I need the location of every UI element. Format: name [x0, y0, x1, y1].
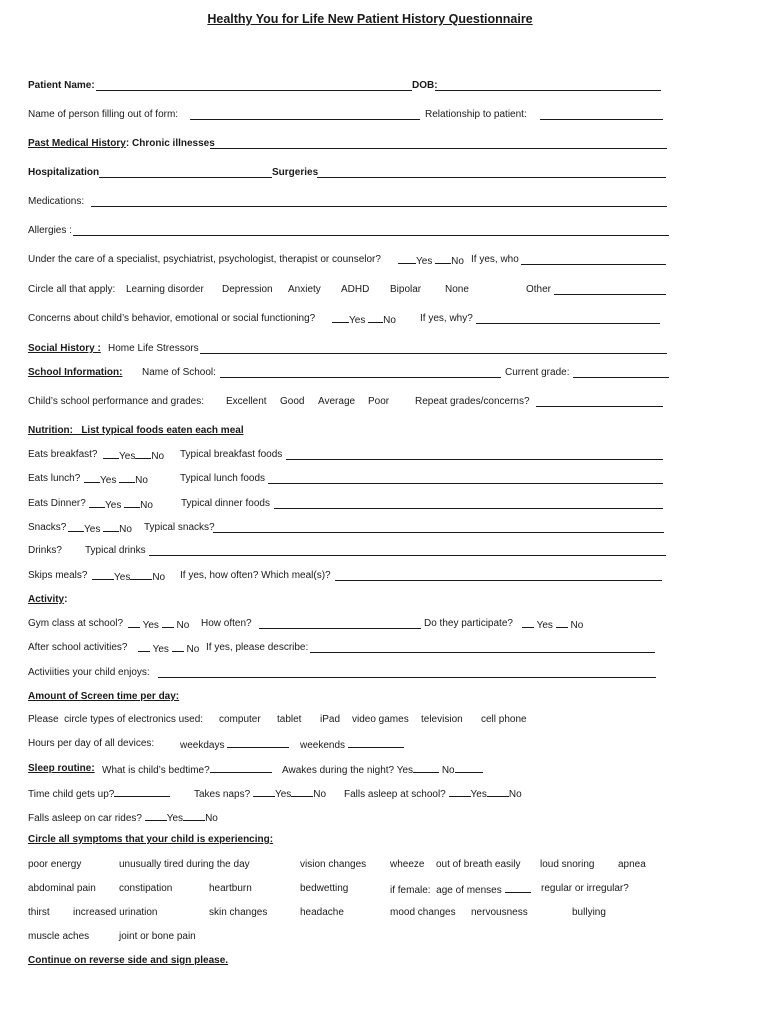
sleep-routine-heading: Sleep routine: [28, 763, 95, 774]
medications-field[interactable] [91, 206, 667, 207]
lunch-question: Eats lunch? [28, 473, 81, 484]
symptoms-row-4 [28, 930, 670, 944]
snacks-question: Snacks? [28, 522, 67, 533]
form-filler-field[interactable] [190, 119, 420, 120]
lunch-no-label: No [135, 475, 148, 486]
concerns-yes-blank[interactable] [332, 312, 349, 323]
device-television[interactable]: television [421, 714, 463, 725]
dinner-no-blank[interactable] [124, 497, 140, 508]
weekdays-label: weekdays [180, 740, 225, 751]
specialist-yes-blank[interactable] [398, 253, 416, 264]
surgeries-label: Surgeries [272, 167, 319, 178]
form-title: Healthy You for Life New Patient History Questionnaire [207, 12, 533, 26]
rating-good[interactable]: Good [280, 396, 305, 407]
form-filler-label: Name of person filling out of form: [28, 109, 179, 120]
lunch-yes-blank[interactable] [84, 472, 100, 483]
concerns-row [28, 312, 670, 326]
specialist-no-label: No [451, 256, 464, 267]
skips-which-label: If yes, how often? Which meal(s)? [180, 570, 331, 581]
dinner-row [28, 497, 670, 511]
breakfast-yes-blank[interactable] [103, 448, 119, 459]
falls-school-yes-label: Yes [470, 789, 487, 800]
form-filler-row [28, 108, 670, 122]
naps-yes-blank[interactable] [253, 786, 275, 797]
after-school-yes-label: Yes [152, 644, 169, 655]
participate-question: Do they participate? [424, 618, 513, 629]
wake-question: Time child gets up? [28, 789, 115, 800]
symptom-constipation[interactable]: constipation [119, 883, 173, 894]
condition-anxiety[interactable]: Anxiety [288, 284, 321, 295]
naps-no-label: No [313, 789, 327, 800]
gym-no-blank[interactable] [162, 617, 174, 628]
weekdays-field[interactable] [227, 737, 289, 748]
repeat-grades-label: Repeat grades/concerns? [415, 396, 530, 407]
symptom-joint-bone-pain[interactable]: joint or bone pain [119, 931, 196, 942]
screen-heading-row [28, 690, 670, 704]
symptom-unusually-tired[interactable]: unusually tired during the day [119, 859, 250, 870]
enjoys-row [28, 666, 670, 680]
car-no-blank[interactable] [183, 810, 205, 821]
falls-school-no-blank[interactable] [487, 786, 509, 797]
symptom-loud-snoring[interactable]: loud snoring [540, 859, 595, 870]
lunch-foods-label: Typical lunch foods [180, 473, 266, 484]
allergies-row [28, 224, 670, 238]
home-stressors-field[interactable] [200, 353, 667, 354]
symptom-vision-changes[interactable]: vision changes [300, 859, 367, 870]
social-history-heading: Social History : [28, 343, 101, 354]
repeat-grades-field[interactable] [536, 406, 663, 407]
symptom-skin-changes[interactable]: skin changes [209, 907, 268, 918]
device-cell-phone[interactable]: cell phone [481, 714, 527, 725]
specialist-no-blank[interactable] [435, 253, 451, 264]
participate-yes-label: Yes [536, 620, 553, 631]
participate-yes-blank[interactable] [522, 617, 534, 628]
falls-school-yes-blank[interactable] [449, 786, 471, 797]
device-computer[interactable]: computer [219, 714, 261, 725]
symptom-bullying[interactable]: bullying [572, 907, 606, 918]
lunch-no-blank[interactable] [119, 472, 135, 483]
wake-field[interactable] [114, 786, 170, 797]
medications-label: Medications: [28, 196, 85, 207]
specialist-question: Under the care of a specialist, psychiatrist, psychologist, therapist or counselor? [28, 254, 381, 265]
patient-name-field[interactable] [96, 90, 412, 91]
chronic-illness-field[interactable] [210, 148, 667, 149]
dinner-foods-field[interactable] [274, 508, 663, 509]
car-no-label: No [205, 813, 218, 824]
activity-heading-row [28, 593, 670, 607]
chronic-illness-row [28, 137, 670, 151]
relationship-field[interactable] [540, 119, 663, 120]
enjoys-field[interactable] [158, 677, 656, 678]
electronics-row [28, 713, 670, 727]
condition-other-field[interactable] [554, 294, 666, 295]
gym-question: Gym class at school? [28, 618, 124, 629]
allergies-field[interactable] [73, 235, 669, 236]
social-history-row [28, 342, 670, 356]
weekends-field[interactable] [348, 737, 404, 748]
after-school-describe-label: If yes, please describe: [206, 642, 309, 653]
awakes-no-blank[interactable] [455, 762, 483, 773]
drinks-question: Drinks? [28, 545, 62, 556]
dinner-yes-blank[interactable] [89, 497, 105, 508]
dinner-no-label: No [140, 500, 153, 511]
car-yes-blank[interactable] [145, 810, 167, 821]
naps-question: Takes naps? [194, 789, 251, 800]
menses-age-field[interactable] [505, 882, 531, 893]
dinner-yes-label: Yes [105, 500, 122, 511]
skips-yes-blank[interactable] [92, 569, 114, 580]
snacks-no-label: No [119, 524, 132, 535]
car-rides-row [28, 810, 670, 824]
gym-yes-label: Yes [142, 620, 159, 631]
symptom-heartburn[interactable]: heartburn [209, 883, 252, 894]
breakfast-foods-label: Typical breakfast foods [180, 449, 283, 460]
symptom-wheeze[interactable]: wheeze [390, 859, 425, 870]
current-grade-label: Current grade: [505, 367, 570, 378]
falls-school-no-label: No [508, 789, 522, 800]
condition-other-label: Other [526, 284, 552, 295]
lunch-foods-field[interactable] [268, 483, 663, 484]
specialist-who-field[interactable] [521, 264, 666, 265]
weekends-label: weekends [300, 740, 346, 751]
lunch-row [28, 472, 670, 486]
symptoms-heading-row [28, 833, 670, 847]
drinks-field[interactable] [149, 555, 666, 556]
past-medical-history-colon: : [125, 138, 130, 149]
bedtime-question: What is child’s bedtime? [102, 765, 210, 776]
drinks-row [28, 544, 670, 558]
electronics-circle-label: Please circle types of electronics used: [28, 714, 204, 725]
school-name-row [28, 366, 670, 380]
screen-time-heading: Amount of Screen time per day: [28, 691, 180, 702]
breakfast-no-label: No [151, 451, 165, 462]
specialist-row [28, 253, 670, 267]
home-stressors-label: Home Life Stressors [108, 343, 199, 354]
menses-label: if female: age of menses [390, 885, 502, 896]
device-tablet[interactable]: tablet [277, 714, 302, 725]
specialist-yes-label: Yes [416, 256, 433, 267]
after-school-row [28, 641, 670, 655]
symptom-increased-urination[interactable]: increased urination [73, 907, 158, 918]
skips-no-label: No [152, 572, 166, 583]
relationship-label: Relationship to patient: [425, 109, 527, 120]
gym-row [28, 617, 670, 631]
symptoms-row-3 [28, 906, 670, 920]
dinner-foods-label: Typical dinner foods [181, 498, 270, 509]
concerns-no-blank[interactable] [368, 312, 383, 323]
concerns-no-label: No [383, 315, 396, 326]
gym-no-label: No [176, 620, 190, 631]
footer-row [28, 954, 670, 968]
snacks-foods-field[interactable] [213, 532, 664, 533]
breakfast-yes-label: Yes [119, 451, 136, 462]
car-rides-question: Falls asleep on car rides? [28, 813, 142, 824]
device-ipad[interactable]: iPad [320, 714, 341, 725]
symptoms-row-2 [28, 882, 670, 896]
dob-field[interactable] [435, 90, 661, 91]
patient-name-label: Patient Name: [28, 80, 95, 91]
patient-row [28, 79, 670, 93]
falls-school-question: Falls asleep at school? [344, 789, 446, 800]
if-yes-why-label: If yes, why? [420, 313, 473, 324]
school-performance-label: Child’s school performance and grades: [28, 396, 205, 407]
nutrition-heading-row [28, 424, 670, 438]
breakfast-row [28, 448, 670, 462]
condition-none[interactable]: None [445, 284, 469, 295]
awakes-no-label: No [441, 765, 455, 776]
hospitalization-row [28, 166, 670, 180]
symptom-regular-irregular[interactable]: regular or irregular? [541, 883, 629, 894]
condition-learning-disorder[interactable]: Learning disorder [126, 284, 204, 295]
symptom-mood-changes[interactable]: mood changes [390, 907, 456, 918]
breakfast-foods-field[interactable] [286, 459, 663, 460]
symptom-muscle-aches[interactable]: muscle aches [28, 931, 90, 942]
awakes-yes-blank[interactable] [413, 762, 439, 773]
sleep-row [28, 762, 670, 776]
snacks-yes-label: Yes [84, 524, 101, 535]
skips-no-blank[interactable] [130, 569, 152, 580]
breakfast-no-blank[interactable] [135, 448, 151, 459]
car-yes-label: Yes [166, 813, 184, 824]
if-yes-who-label: If yes, who [471, 254, 519, 265]
symptom-nervousness[interactable]: nervousness [471, 907, 528, 918]
symptom-thirst[interactable]: thirst [28, 907, 50, 918]
conditions-row [28, 283, 670, 297]
after-school-no-blank[interactable] [172, 641, 184, 652]
continue-note: Continue on reverse side and sign please. [28, 955, 229, 966]
after-school-describe-field[interactable] [310, 652, 655, 653]
wake-row [28, 786, 670, 800]
participate-no-label: No [570, 620, 584, 631]
chronic-illness-label: Chronic illnesses [132, 138, 215, 149]
symptoms-row-1 [28, 858, 670, 872]
school-name-field[interactable] [220, 377, 501, 378]
enjoys-label: Activiities your child enjoys: [28, 667, 150, 678]
symptom-out-of-breath[interactable]: out of breath easily [436, 859, 521, 870]
condition-adhd[interactable]: ADHD [341, 284, 370, 295]
symptoms-heading: Circle all symptoms that your child is experiencing: [28, 834, 274, 845]
naps-no-blank[interactable] [291, 786, 313, 797]
conditions-circle-label: Circle all that apply: [28, 284, 116, 295]
school-performance-row [28, 395, 670, 409]
activity-heading: Activity [28, 594, 65, 605]
hospitalization-label: Hospitalization [28, 167, 100, 178]
school-information-heading: School Information: [28, 367, 123, 378]
symptom-bedwetting[interactable]: bedwetting [300, 883, 349, 894]
symptom-headache[interactable]: headache [300, 907, 344, 918]
symptom-poor-energy[interactable]: poor energy [28, 859, 82, 870]
rating-excellent[interactable]: Excellent [226, 396, 267, 407]
drinks-typical-label: Typical drinks [85, 545, 146, 556]
after-school-no-label: No [186, 644, 200, 655]
skips-meals-row [28, 569, 670, 583]
dinner-question: Eats Dinner? [28, 498, 86, 509]
hospitalization-field[interactable] [99, 177, 272, 178]
allergies-label: Allergies : [28, 225, 72, 236]
surgeries-field[interactable] [317, 177, 666, 178]
awakes-question: Awakes during the night? Yes [282, 765, 414, 776]
nutrition-heading: Nutrition: List typical foods eaten each meal [28, 425, 244, 436]
concerns-question: Concerns about child’s behavior, emotional or social functioning? [28, 313, 316, 324]
naps-yes-label: Yes [274, 789, 292, 800]
bedtime-field[interactable] [210, 762, 272, 773]
rating-average[interactable]: Average [318, 396, 356, 407]
lunch-yes-label: Yes [100, 475, 117, 486]
rating-poor[interactable]: Poor [368, 396, 390, 407]
snacks-foods-label: Typical snacks? [144, 522, 215, 533]
current-grade-field[interactable] [573, 377, 669, 378]
concerns-yes-label: Yes [349, 315, 366, 326]
skips-meals-question: Skips meals? [28, 570, 88, 581]
snacks-row [28, 521, 670, 535]
school-name-label: Name of School: [142, 367, 216, 378]
hours-label: Hours per day of all devices: [28, 738, 155, 749]
condition-bipolar[interactable]: Bipolar [390, 284, 422, 295]
snacks-yes-blank[interactable] [68, 521, 84, 532]
after-school-question: After school activities? [28, 642, 128, 653]
past-medical-history-heading: Past Medical History [28, 138, 126, 149]
breakfast-question: Eats breakfast? [28, 449, 98, 460]
device-video-games[interactable]: video games [352, 714, 409, 725]
concerns-why-field[interactable] [476, 323, 660, 324]
symptom-apnea[interactable]: apnea [618, 859, 646, 870]
gym-how-often-label: How often? [201, 618, 252, 629]
activity-heading-colon: : [64, 594, 68, 605]
condition-depression[interactable]: Depression [222, 284, 273, 295]
skips-yes-label: Yes [114, 572, 131, 583]
participate-no-blank[interactable] [556, 617, 568, 628]
skips-which-field[interactable] [335, 580, 662, 581]
after-school-yes-blank[interactable] [138, 641, 150, 652]
snacks-no-blank[interactable] [103, 521, 119, 532]
gym-yes-blank[interactable] [128, 617, 140, 628]
hours-row [28, 737, 670, 751]
dob-label: DOB: [412, 80, 438, 91]
medications-row [28, 195, 670, 209]
gym-how-often-field[interactable] [259, 628, 421, 629]
symptom-abdominal-pain[interactable]: abdominal pain [28, 883, 96, 894]
